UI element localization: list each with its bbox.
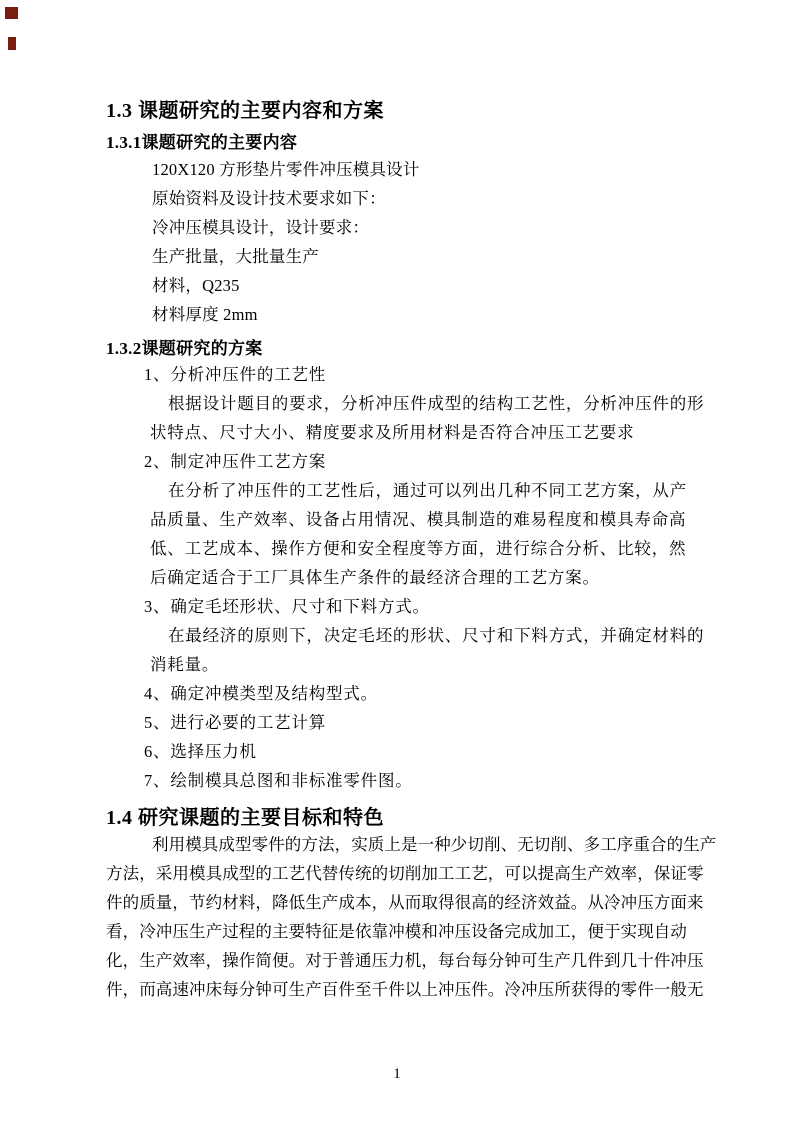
list-item: 2、制定冲压件工艺方案 <box>144 452 327 471</box>
list-item: 3、确定毛坯形状、尺寸和下料方式。 <box>144 597 430 616</box>
body-line: 件的质量，节约材料，降低生产成本，从而取得很高的经济效益。从冷冲压方面来 <box>106 893 704 912</box>
list-item: 4、确定冲模类型及结构型式。 <box>144 684 378 703</box>
section-heading-1-3-1: 1.3.1课题研究的主要内容 <box>106 133 298 152</box>
body-line: 120X120 方形垫片零件冲压模具设计 <box>152 160 420 179</box>
body-line: 原始资料及设计技术要求如下： <box>152 189 386 208</box>
section-heading-1-3: 1.3 课题研究的主要内容和方案 <box>106 100 384 122</box>
list-item: 1、分析冲压件的工艺性 <box>144 365 327 384</box>
body-line: 化，生产效率，操作简便。对于普通压力机，每台每分钟可生产几件到几十件冲压 <box>106 951 704 970</box>
body-line: 冷冲压模具设计，设计要求： <box>152 218 370 237</box>
body-line: 方法，采用模具成型的工艺代替传统的切削加工工艺，可以提高生产效率，保证零 <box>106 864 704 883</box>
body-line: 消耗量。 <box>150 655 220 674</box>
body-line: 低、工艺成本、操作方便和安全程度等方面，进行综合分析、比较，然 <box>150 539 687 558</box>
body-line: 品质量、生产效率、设备占用情况、模具制造的难易程度和模具寿命高 <box>150 510 687 529</box>
section-1-3-2-content <box>106 360 726 795</box>
list-item: 5、进行必要的工艺计算 <box>144 713 327 732</box>
body-line: 生产批量，大批量生产 <box>152 247 319 266</box>
red-stain-mark-bottom <box>8 37 16 50</box>
list-item: 7、绘制模具总图和非标准零件图。 <box>144 771 413 790</box>
section-1-3-1-content <box>106 155 726 329</box>
body-line: 利用模具成型零件的方法，实质上是一种少切削、无切削、多工序重合的生产 <box>152 835 717 854</box>
body-line: 在分析了冲压件的工艺性后，通过可以列出几种不同工艺方案，从产 <box>168 481 687 500</box>
body-line: 状特点、尺寸大小、精度要求及所用材料是否符合冲压工艺要求 <box>150 423 635 442</box>
section-heading-1-3-2: 1.3.2课题研究的方案 <box>106 339 263 358</box>
body-line: 材料厚度 2mm <box>152 305 258 324</box>
body-line: 后确定适合于工厂具体生产条件的最经济合理的工艺方案。 <box>150 568 600 587</box>
list-item: 6、选择压力机 <box>144 742 257 761</box>
body-line: 件，而高速冲床每分钟可生产百件至千件以上冲压件。冷冲压所获得的零件一般无 <box>106 980 704 999</box>
body-line: 看，冷冲压生产过程的主要特征是依靠冲模和冲压设备完成加工，便于实现自动 <box>106 922 687 941</box>
section-heading-1-4: 1.4 研究课题的主要目标和特色 <box>106 807 384 829</box>
section-1-4-content <box>106 830 726 1004</box>
body-line: 在最经济的原则下，决定毛坯的形状、尺寸和下料方式，并确定材料的 <box>168 626 705 645</box>
page-number: 1 <box>393 1066 401 1082</box>
body-line: 根据设计题目的要求，分析冲压件成型的结构工艺性，分析冲压件的形 <box>168 394 705 413</box>
body-line: 材料，Q235 <box>152 276 240 295</box>
red-stain-mark-top <box>5 7 18 19</box>
